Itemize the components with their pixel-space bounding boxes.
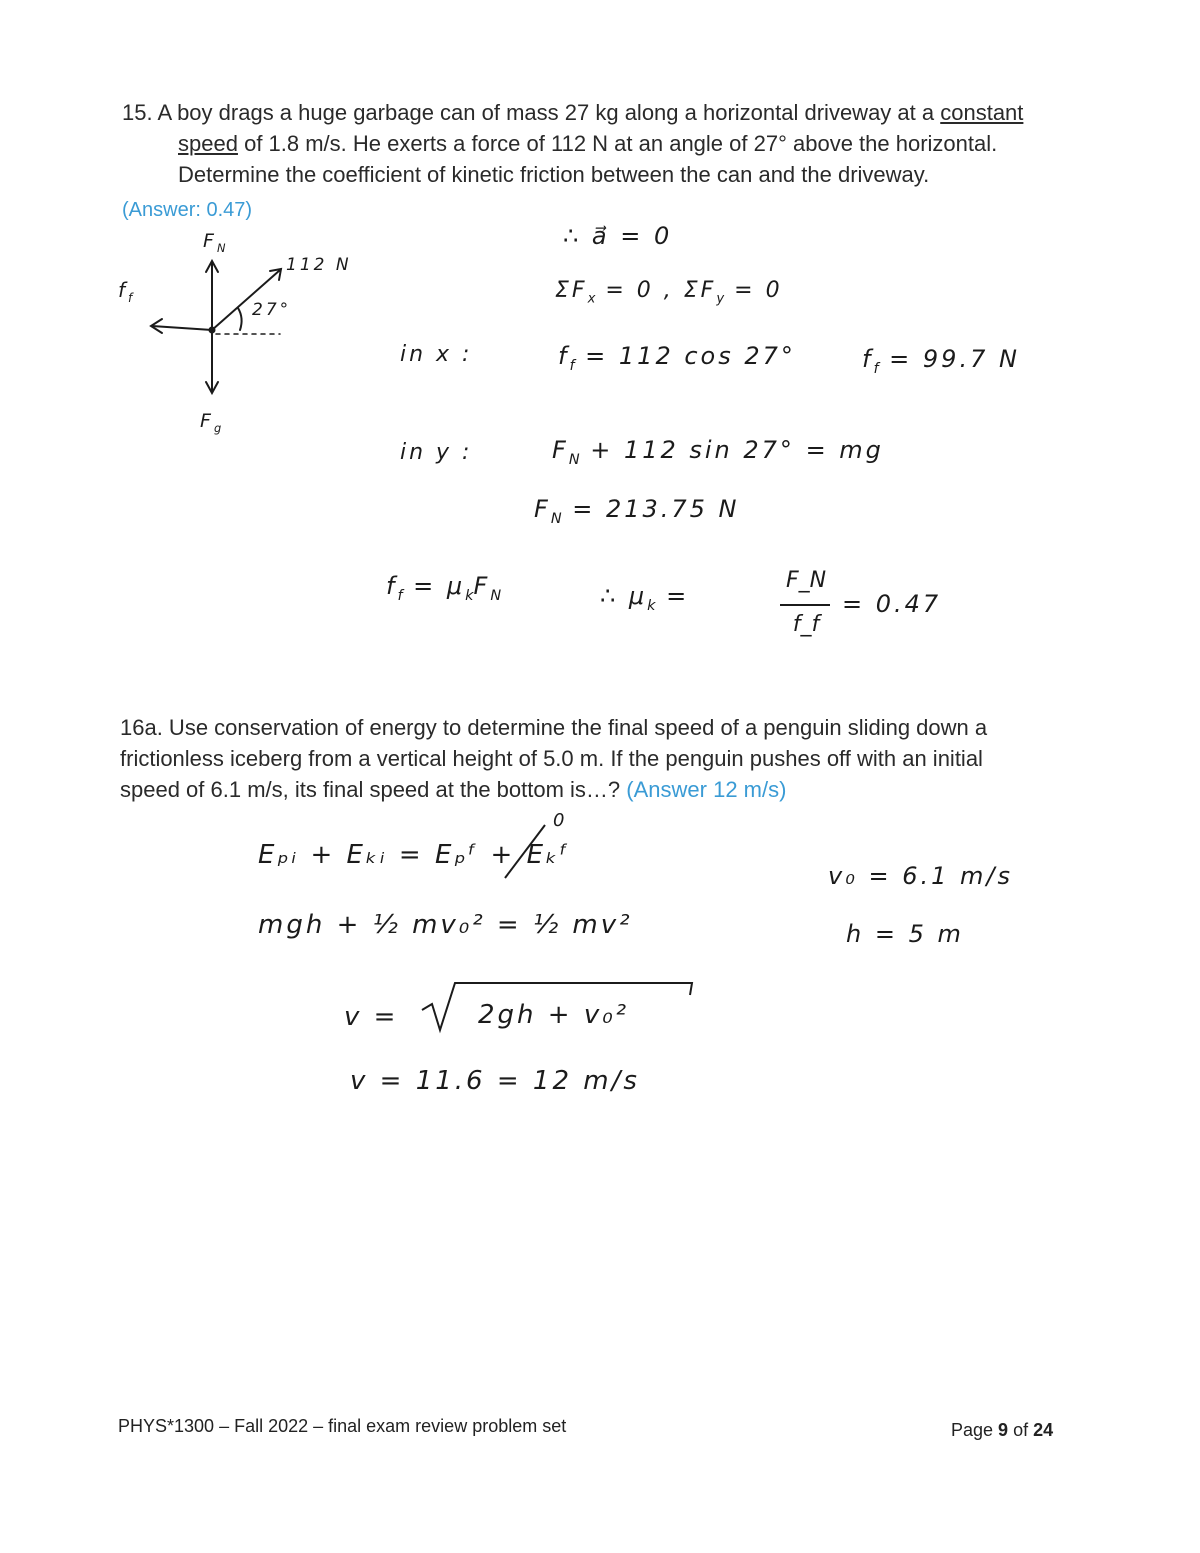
- problem-16a-answer: (Answer 12 m/s): [626, 777, 787, 802]
- work16-mgh-equation: mgh + ½ mv₀² = ½ mv²: [258, 910, 633, 940]
- problem-15-underlined-speed: speed: [178, 131, 238, 156]
- fbd-fn-label: $F_N$: [203, 230, 226, 255]
- mu-numerator: F_N: [785, 568, 827, 593]
- work16-v-lhs: v =: [344, 1002, 399, 1032]
- work15-fx-equation: $f_f = 112$ cos 27°: [558, 342, 796, 374]
- fbd-force-label: 112 N: [286, 255, 352, 275]
- work15-normal-value: $F_N = 213.75$ N: [534, 495, 740, 527]
- work15-in-x: in x :: [400, 342, 473, 367]
- work15-fy-equation: $F_N + 112$ sin 27° = mg: [552, 436, 884, 468]
- work15-therefore-mu: ∴ $\mu_k$ =: [600, 582, 690, 614]
- work15-friction-relation: $f_f = \mu_kF_N$: [386, 572, 502, 604]
- problem-15-underlined-constant: constant: [940, 100, 1024, 125]
- work15-therefore-a: ∴ a⃗ = 0: [563, 222, 673, 250]
- problem-15-line3: Determine the coefficient of kinetic friction between the can and the driveway.: [178, 162, 930, 187]
- problem-15-number: 15.: [122, 100, 153, 125]
- work15-in-y: in y :: [400, 440, 473, 465]
- work15-sum-forces: $\Sigma F_x = 0$ , $\Sigma F_y = 0$: [555, 278, 783, 307]
- fbd-ff-label: $f_f$: [118, 278, 133, 305]
- angle-arc: [238, 308, 242, 330]
- work16-sqrt-body: 2gh + v₀²: [478, 1000, 630, 1030]
- work16-energy-equation: Eₚᵢ + Eₖᵢ = Eₚᶠ + Eₖᶠ: [258, 840, 571, 870]
- object-point: [209, 327, 216, 334]
- footer-page-number: Page 9 of 24: [951, 1420, 1054, 1440]
- problem-15-line2: of 1.8 m/s. He exerts a force of 112 N at an angle of 27° above the horizontal.: [244, 131, 998, 156]
- work16-zero-mark: 0: [553, 810, 568, 831]
- footer-course-title: PHYS*1300 – Fall 2022 – final exam review problem set: [118, 1416, 567, 1436]
- work15-friction-value: $f_f = 99.7$ N: [862, 345, 1020, 377]
- friction-arrow: [152, 326, 212, 330]
- problem-15-answer: (Answer: 0.47): [122, 199, 253, 221]
- problem-16a-line1: 16a. Use conservation of energy to determine the final speed of a penguin sliding down a: [120, 715, 988, 740]
- fbd-angle-label: 27°: [252, 300, 292, 320]
- work16-given-v0: v₀ = 6.1 m/s: [828, 862, 1013, 890]
- work16-given-h: h = 5 m: [846, 920, 964, 948]
- problem-16a-line3: speed of 6.1 m/s, its final speed at the bottom is…?: [120, 777, 621, 802]
- work16-v-result: v = 11.6 = 12 m/s: [350, 1066, 640, 1096]
- problem-16a-text: [120, 712, 1130, 805]
- problem-16a-line2: frictionless iceberg from a vertical height of 5.0 m. If the penguin pushes off with an initial: [120, 746, 983, 771]
- work15-mu-result: = 0.47: [842, 590, 942, 618]
- problem-15-line1: A boy drags a huge garbage can of mass 27 kg along a horizontal driveway at a: [157, 100, 935, 125]
- fbd-fg-label: $F_g$: [200, 410, 222, 435]
- mu-denominator: f_f: [792, 612, 820, 637]
